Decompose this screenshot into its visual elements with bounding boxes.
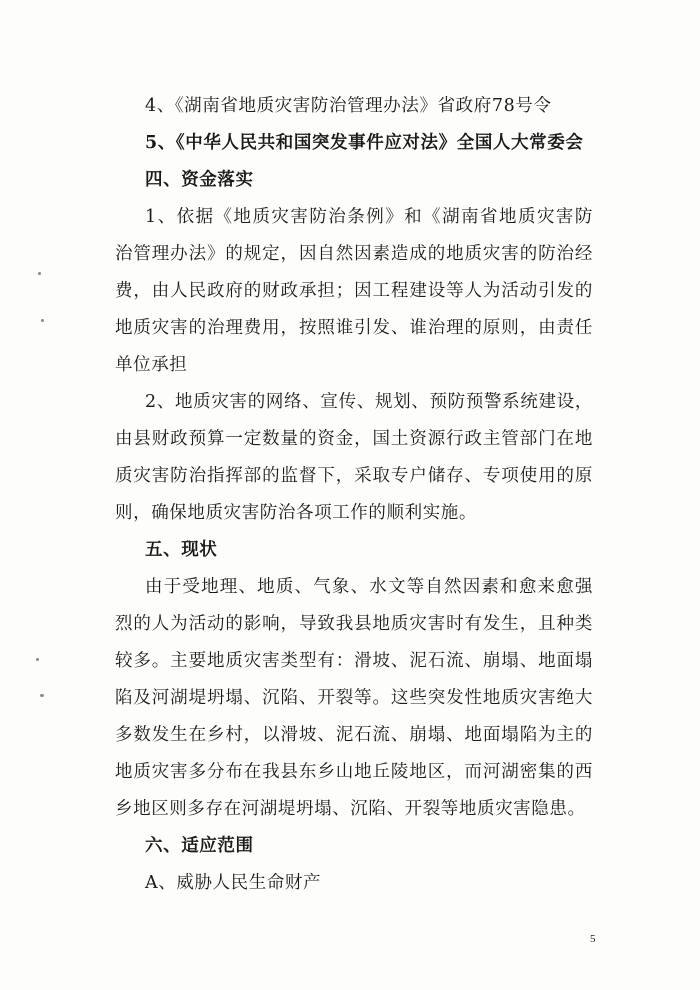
paragraph-line: 烈的人为活动的影响，导致我县地质灾害时有发生，且种类 <box>115 614 593 634</box>
section-heading-funding: 四、资金落实 <box>145 170 254 190</box>
paragraph-line: 由于受地理、地质、气象、水文等自然因素和愈来愈强 <box>145 577 593 597</box>
page-number: 5 <box>590 933 596 945</box>
paragraph-line: 质灾害防治指挥部的监督下，采取专户储存、专项使用的原 <box>115 466 593 486</box>
paragraph-line: 单位承担 <box>115 355 188 375</box>
paragraph-line: 治管理办法》的规定，因自然因素造成的地质灾害的防治经 <box>115 244 593 264</box>
paragraph-line: 费，由人民政府的财政承担；因工程建设等人为活动引发的 <box>115 281 593 301</box>
paragraph-line: 多数发生在乡村，以滑坡、泥石流、崩塌、地面塌陷为主的 <box>115 725 593 745</box>
paragraph-line: 较多。主要地质灾害类型有：滑坡、泥石流、崩塌、地面塌 <box>115 651 593 671</box>
scan-speck <box>40 694 44 697</box>
scan-speck <box>41 319 44 322</box>
scan-speck <box>38 272 41 275</box>
section-heading-status: 五、现状 <box>145 540 218 560</box>
paragraph-line: 地质灾害的治理费用，按照谁引发、谁治理的原则，由责任 <box>115 318 593 338</box>
paragraph-line: 陷及河湖堤坍塌、沉陷、开裂等。这些突发性地质灾害绝大 <box>115 688 593 708</box>
paragraph-line: 由县财政预算一定数量的资金，国土资源行政主管部门在地 <box>115 429 593 449</box>
scan-speck <box>36 658 39 661</box>
scope-item-a: A、威胁人民生命财产 <box>145 873 322 893</box>
paragraph-line: 1、依据《地质灾害防治条例》和《湖南省地质灾害防 <box>145 207 593 227</box>
paragraph-line: 乡地区则多存在河湖堤坍塌、沉陷、开裂等地质灾害隐患。 <box>115 799 586 819</box>
paragraph-line: 2、地质灾害的网络、宣传、规划、预防预警系统建设， <box>145 392 593 412</box>
reference-item-5: 5、《中华人民共和国突发事件应对法》全国人大常委会 <box>145 133 584 153</box>
paragraph-line: 则，确保地质灾害防治各项工作的顺利实施。 <box>115 503 477 523</box>
paragraph-line: 地质灾害多分布在我县东乡山地丘陵地区，而河湖密集的西 <box>115 762 593 782</box>
reference-item-4: 4、《湖南省地质灾害防治管理办法》省政府78号令 <box>145 96 552 116</box>
section-heading-scope: 六、适应范围 <box>145 836 254 856</box>
